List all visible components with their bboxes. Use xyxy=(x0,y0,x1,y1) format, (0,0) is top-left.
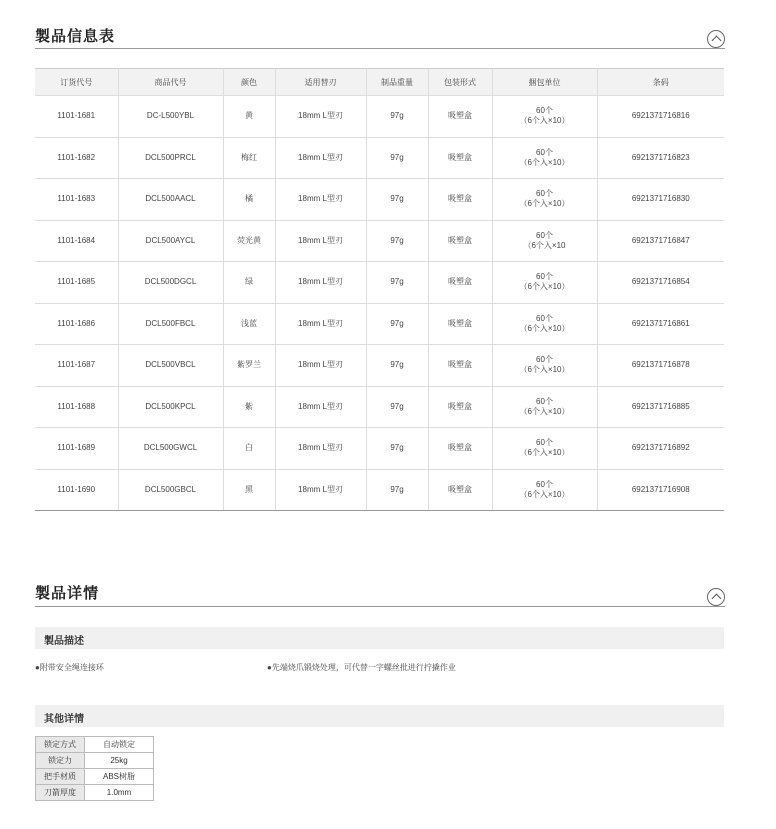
pack-unit-breakdown: （6个入×10） xyxy=(519,448,570,458)
cell-weight: 97g xyxy=(366,428,428,470)
cell-packaging: 吸塑盒 xyxy=(428,262,492,304)
pack-unit-breakdown: （6个入×10） xyxy=(519,365,570,375)
pack-unit-count: 60个 xyxy=(536,106,553,116)
cell-color: 荧光黄 xyxy=(223,220,275,262)
spec-key: 锁定方式 xyxy=(36,737,85,753)
header-blade: 适用替刃 xyxy=(275,69,366,96)
pack-unit-count: 60个 xyxy=(536,272,553,282)
cell-color: 紫罗兰 xyxy=(223,345,275,387)
pack-unit-breakdown: （6个入×10 xyxy=(523,240,566,250)
cell-product-code: DCL500AACL xyxy=(118,179,223,221)
cell-order-code: 1101-1683 xyxy=(35,179,118,221)
pack-unit-breakdown: （6个入×10） xyxy=(519,323,570,333)
table-header-row xyxy=(35,69,724,96)
table-row xyxy=(35,179,724,221)
cell-color: 绿 xyxy=(223,262,275,304)
header-product-code: 商品代号 xyxy=(118,69,223,96)
cell-pack-unit xyxy=(492,220,597,262)
cell-barcode: 6921371716854 xyxy=(597,262,724,304)
cell-blade: 18mm L型刃 xyxy=(275,220,366,262)
cell-product-code: DCL500KPCL xyxy=(118,386,223,428)
other-details-bar xyxy=(35,705,724,727)
cell-blade: 18mm L型刃 xyxy=(275,179,366,221)
table-row xyxy=(35,137,724,179)
spec-key: 把手材质 xyxy=(36,769,85,785)
cell-barcode: 6921371716847 xyxy=(597,220,724,262)
cell-packaging: 吸塑盒 xyxy=(428,303,492,345)
cell-color: 黄 xyxy=(223,96,275,138)
cell-color: 梅红 xyxy=(223,137,275,179)
cell-packaging: 吸塑盒 xyxy=(428,179,492,221)
table-row xyxy=(35,303,724,345)
cell-order-code: 1101-1684 xyxy=(35,220,118,262)
cell-product-code: DCL500PRCL xyxy=(118,137,223,179)
cell-barcode: 6921371716908 xyxy=(597,469,724,511)
other-details-title: 其他详情 xyxy=(44,714,84,725)
cell-weight: 97g xyxy=(366,179,428,221)
cell-pack-unit xyxy=(492,469,597,511)
cell-weight: 97g xyxy=(366,469,428,511)
cell-pack-unit xyxy=(492,386,597,428)
cell-product-code: DCL500DGCL xyxy=(118,262,223,304)
table-row xyxy=(35,345,724,387)
collapse-info-icon[interactable] xyxy=(707,30,725,48)
cell-product-code: DCL500GWCL xyxy=(118,428,223,470)
cell-weight: 97g xyxy=(366,262,428,304)
cell-blade: 18mm L型刃 xyxy=(275,469,366,511)
cell-product-code: DCL500VBCL xyxy=(118,345,223,387)
detail-section-title: 製品详情 xyxy=(35,585,100,602)
cell-barcode: 6921371716892 xyxy=(597,428,724,470)
cell-weight: 97g xyxy=(366,345,428,387)
pack-unit-count: 60个 xyxy=(536,396,553,406)
pack-unit-breakdown: （6个入×10） xyxy=(519,199,570,209)
table-row xyxy=(35,262,724,304)
pack-unit-breakdown: （6个入×10） xyxy=(519,157,570,167)
cell-packaging: 吸塑盒 xyxy=(428,428,492,470)
header-color: 颜色 xyxy=(223,69,275,96)
cell-packaging: 吸塑盒 xyxy=(428,96,492,138)
table-row xyxy=(35,428,724,470)
cell-blade: 18mm L型刃 xyxy=(275,345,366,387)
cell-order-code: 1101-1687 xyxy=(35,345,118,387)
spec-value: 1.0mm xyxy=(85,785,154,801)
cell-packaging: 吸塑盒 xyxy=(428,345,492,387)
cell-weight: 97g xyxy=(366,96,428,138)
cell-pack-unit xyxy=(492,303,597,345)
table-row xyxy=(35,469,724,511)
cell-order-code: 1101-1682 xyxy=(35,137,118,179)
cell-pack-unit xyxy=(492,179,597,221)
pack-unit-count: 60个 xyxy=(536,147,553,157)
cell-order-code: 1101-1685 xyxy=(35,262,118,304)
pack-unit-count: 60个 xyxy=(536,313,553,323)
cell-blade: 18mm L型刃 xyxy=(275,137,366,179)
cell-color: 白 xyxy=(223,428,275,470)
cell-blade: 18mm L型刃 xyxy=(275,303,366,345)
cell-blade: 18mm L型刃 xyxy=(275,428,366,470)
cell-barcode: 6921371716885 xyxy=(597,386,724,428)
cell-order-code: 1101-1690 xyxy=(35,469,118,511)
cell-product-code: DCL500GBCL xyxy=(118,469,223,511)
spec-row xyxy=(36,785,154,801)
cell-order-code: 1101-1688 xyxy=(35,386,118,428)
cell-color: 紫 xyxy=(223,386,275,428)
cell-order-code: 1101-1689 xyxy=(35,428,118,470)
cell-color: 橘 xyxy=(223,179,275,221)
pack-unit-count: 60个 xyxy=(536,479,553,489)
cell-weight: 97g xyxy=(366,220,428,262)
pack-unit-breakdown: （6个入×10） xyxy=(519,116,570,126)
spec-key: 刀箭厚度 xyxy=(36,785,85,801)
pack-unit-count: 60个 xyxy=(536,438,553,448)
spec-row xyxy=(36,753,154,769)
spec-row xyxy=(36,737,154,753)
header-barcode: 条码 xyxy=(597,69,724,96)
cell-packaging: 吸塑盒 xyxy=(428,469,492,511)
cell-blade: 18mm L型刃 xyxy=(275,386,366,428)
cell-blade: 18mm L型刃 xyxy=(275,96,366,138)
detail-section-header xyxy=(35,584,725,607)
cell-pack-unit xyxy=(492,345,597,387)
cell-product-code: DCL500FBCL xyxy=(118,303,223,345)
cell-packaging: 吸塑盒 xyxy=(428,137,492,179)
product-info-table xyxy=(35,68,724,511)
header-weight: 制品重量 xyxy=(366,69,428,96)
cell-barcode: 6921371716878 xyxy=(597,345,724,387)
cell-order-code: 1101-1686 xyxy=(35,303,118,345)
cell-weight: 97g xyxy=(366,386,428,428)
cell-pack-unit xyxy=(492,428,597,470)
cell-barcode: 6921371716816 xyxy=(597,96,724,138)
table-row xyxy=(35,220,724,262)
header-order-code: 订货代号 xyxy=(35,69,118,96)
cell-order-code: 1101-1681 xyxy=(35,96,118,138)
cell-weight: 97g xyxy=(366,303,428,345)
cell-weight: 97g xyxy=(366,137,428,179)
cell-barcode: 6921371716861 xyxy=(597,303,724,345)
cell-product-code: DC-L500YBL xyxy=(118,96,223,138)
spec-value: 25kg xyxy=(85,753,154,769)
table-row xyxy=(35,96,724,138)
pack-unit-breakdown: （6个入×10） xyxy=(519,406,570,416)
cell-pack-unit xyxy=(492,137,597,179)
spec-value: ABS树脂 xyxy=(85,769,154,785)
pack-unit-breakdown: （6个入×10） xyxy=(519,282,570,292)
cell-barcode: 6921371716830 xyxy=(597,179,724,221)
pack-unit-count: 60个 xyxy=(536,355,553,365)
description-item: ●附带安全绳连接环 xyxy=(35,663,104,672)
description-bar xyxy=(35,627,724,649)
cell-blade: 18mm L型刃 xyxy=(275,262,366,304)
description-title: 製品描述 xyxy=(44,636,84,647)
spec-value: 自动锁定 xyxy=(85,737,154,753)
spec-key: 锁定力 xyxy=(36,753,85,769)
spec-table xyxy=(35,736,154,801)
cell-color: 浅蓝 xyxy=(223,303,275,345)
collapse-detail-icon[interactable] xyxy=(707,588,725,606)
cell-packaging: 吸塑盒 xyxy=(428,386,492,428)
info-section-header xyxy=(35,27,725,49)
cell-pack-unit xyxy=(492,262,597,304)
description-item: ●先端烧爪锻烧处理，可代替一字螺丝批进行拧撬作业 xyxy=(267,663,456,672)
table-row xyxy=(35,386,724,428)
pack-unit-count: 60个 xyxy=(536,230,553,240)
spec-row xyxy=(36,769,154,785)
header-packaging: 包装形式 xyxy=(428,69,492,96)
cell-barcode: 6921371716823 xyxy=(597,137,724,179)
cell-packaging: 吸塑盒 xyxy=(428,220,492,262)
cell-color: 黑 xyxy=(223,469,275,511)
pack-unit-count: 60个 xyxy=(536,189,553,199)
cell-pack-unit xyxy=(492,96,597,138)
info-section-title: 製品信息表 xyxy=(35,28,116,45)
pack-unit-breakdown: （6个入×10） xyxy=(519,489,570,499)
header-pack-unit: 捆包单位 xyxy=(492,69,597,96)
cell-product-code: DCL500AYCL xyxy=(118,220,223,262)
